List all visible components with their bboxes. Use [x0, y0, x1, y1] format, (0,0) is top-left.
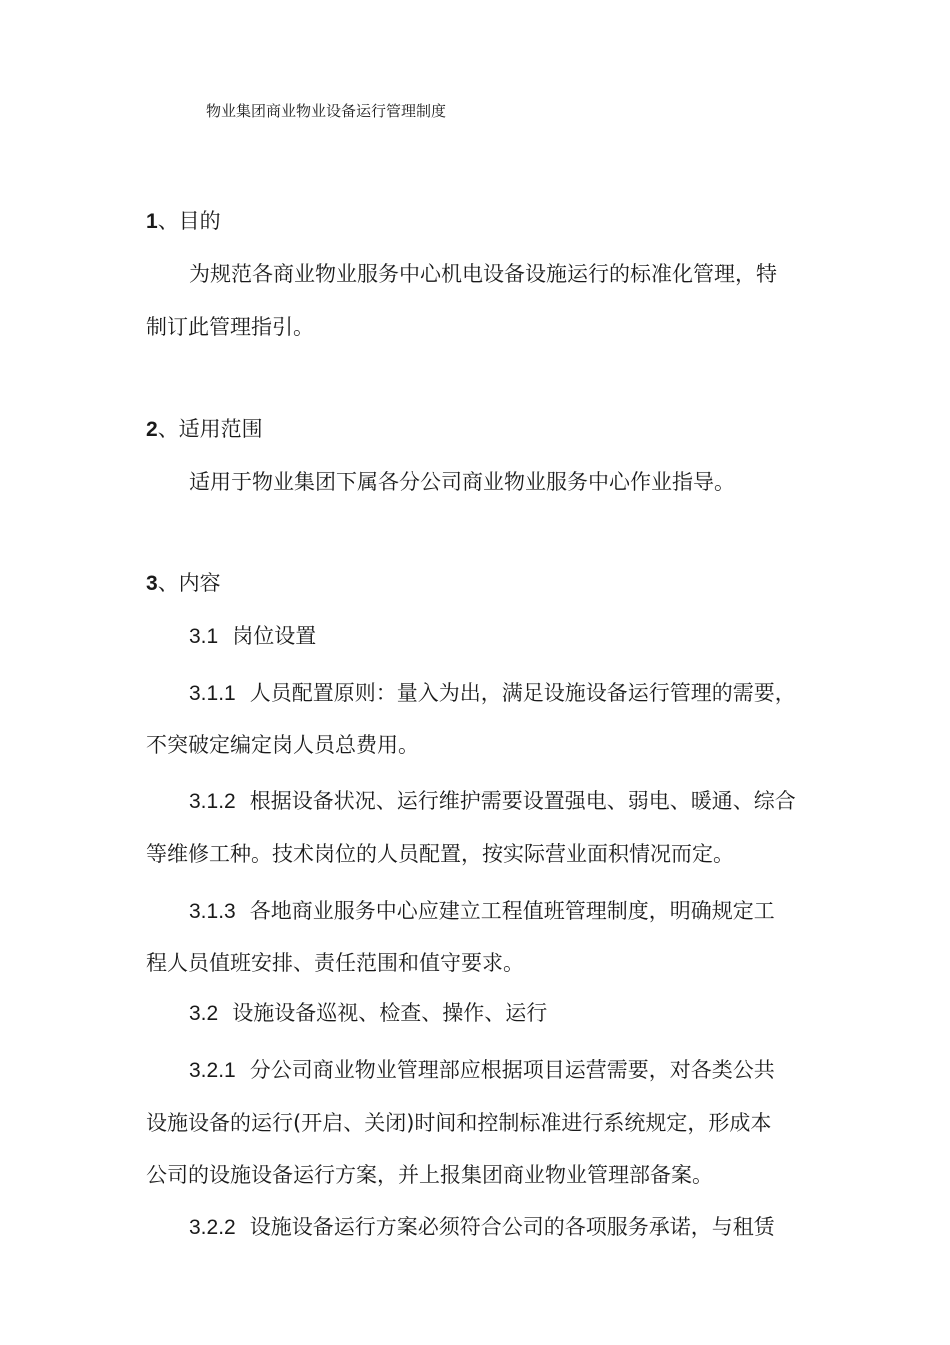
paragraph-line: 程人员值班安排、责任范围和值守要求。 — [146, 951, 524, 975]
item-number: 3.1.2 — [189, 790, 236, 813]
item-text: 设施设备运行方案必须符合公司的各项服务承诺，与租赁 — [249, 1215, 775, 1239]
section-number: 2 — [146, 418, 158, 441]
item-number: 3.1 — [189, 625, 219, 648]
item-text: 人员配置原则：量入为出，满足设施设备运行管理的需要， — [249, 681, 796, 705]
item-number: 3.2 — [189, 1002, 219, 1025]
paragraph-line: 为规范各商业物业服务中心机电设备设施运行的标准化管理，特 — [189, 262, 777, 286]
subsection-3-2 — [189, 998, 547, 1029]
section-title: 、内容 — [157, 571, 221, 595]
item-3-2-2 — [189, 1212, 775, 1243]
item-number: 3.2.1 — [189, 1059, 236, 1082]
paragraph-line: 不突破定编定岗人员总费用。 — [146, 733, 419, 757]
paragraph-line: 公司的设施设备运行方案，并上报集团商业物业管理部备案。 — [146, 1163, 713, 1187]
section-2-heading — [146, 414, 263, 445]
item-number: 3.2.2 — [189, 1216, 236, 1239]
section-title: 、适用范围 — [157, 417, 263, 441]
subsection-3-1 — [189, 621, 316, 652]
paragraph-line: 制订此管理指引。 — [146, 315, 314, 339]
item-number: 3.1.1 — [189, 682, 236, 705]
item-text: 根据设备状况、运行维护需要设置强电、弱电、暖通、综合 — [249, 789, 796, 813]
section-title: 、目的 — [157, 209, 221, 233]
section-number: 3 — [146, 572, 158, 595]
item-text: 分公司商业物业管理部应根据项目运营需要，对各类公共 — [249, 1058, 775, 1082]
item-number: 3.1.3 — [189, 900, 236, 923]
section-3-heading — [146, 568, 221, 599]
item-text: 岗位设置 — [232, 624, 317, 648]
paragraph-line: 设施设备的运行(开启、关闭)时间和控制标准进行系统规定，形成本 — [146, 1111, 772, 1135]
item-3-1-3 — [189, 896, 775, 927]
section-number: 1 — [146, 210, 158, 233]
item-text: 各地商业服务中心应建立工程值班管理制度，明确规定工 — [249, 899, 775, 923]
document-title: 物业集团商业物业设备运行管理制度 — [206, 102, 447, 120]
paragraph-line: 适用于物业集团下属各分公司商业物业服务中心作业指导。 — [189, 470, 735, 494]
item-3-2-1 — [189, 1055, 775, 1086]
section-1-heading — [146, 206, 221, 237]
item-text: 设施设备巡视、检查、操作、运行 — [232, 1001, 548, 1025]
item-3-1-2 — [189, 786, 796, 817]
item-3-1-1 — [189, 678, 796, 709]
paragraph-line: 等维修工种。技术岗位的人员配置，按实际营业面积情况而定。 — [146, 842, 734, 866]
